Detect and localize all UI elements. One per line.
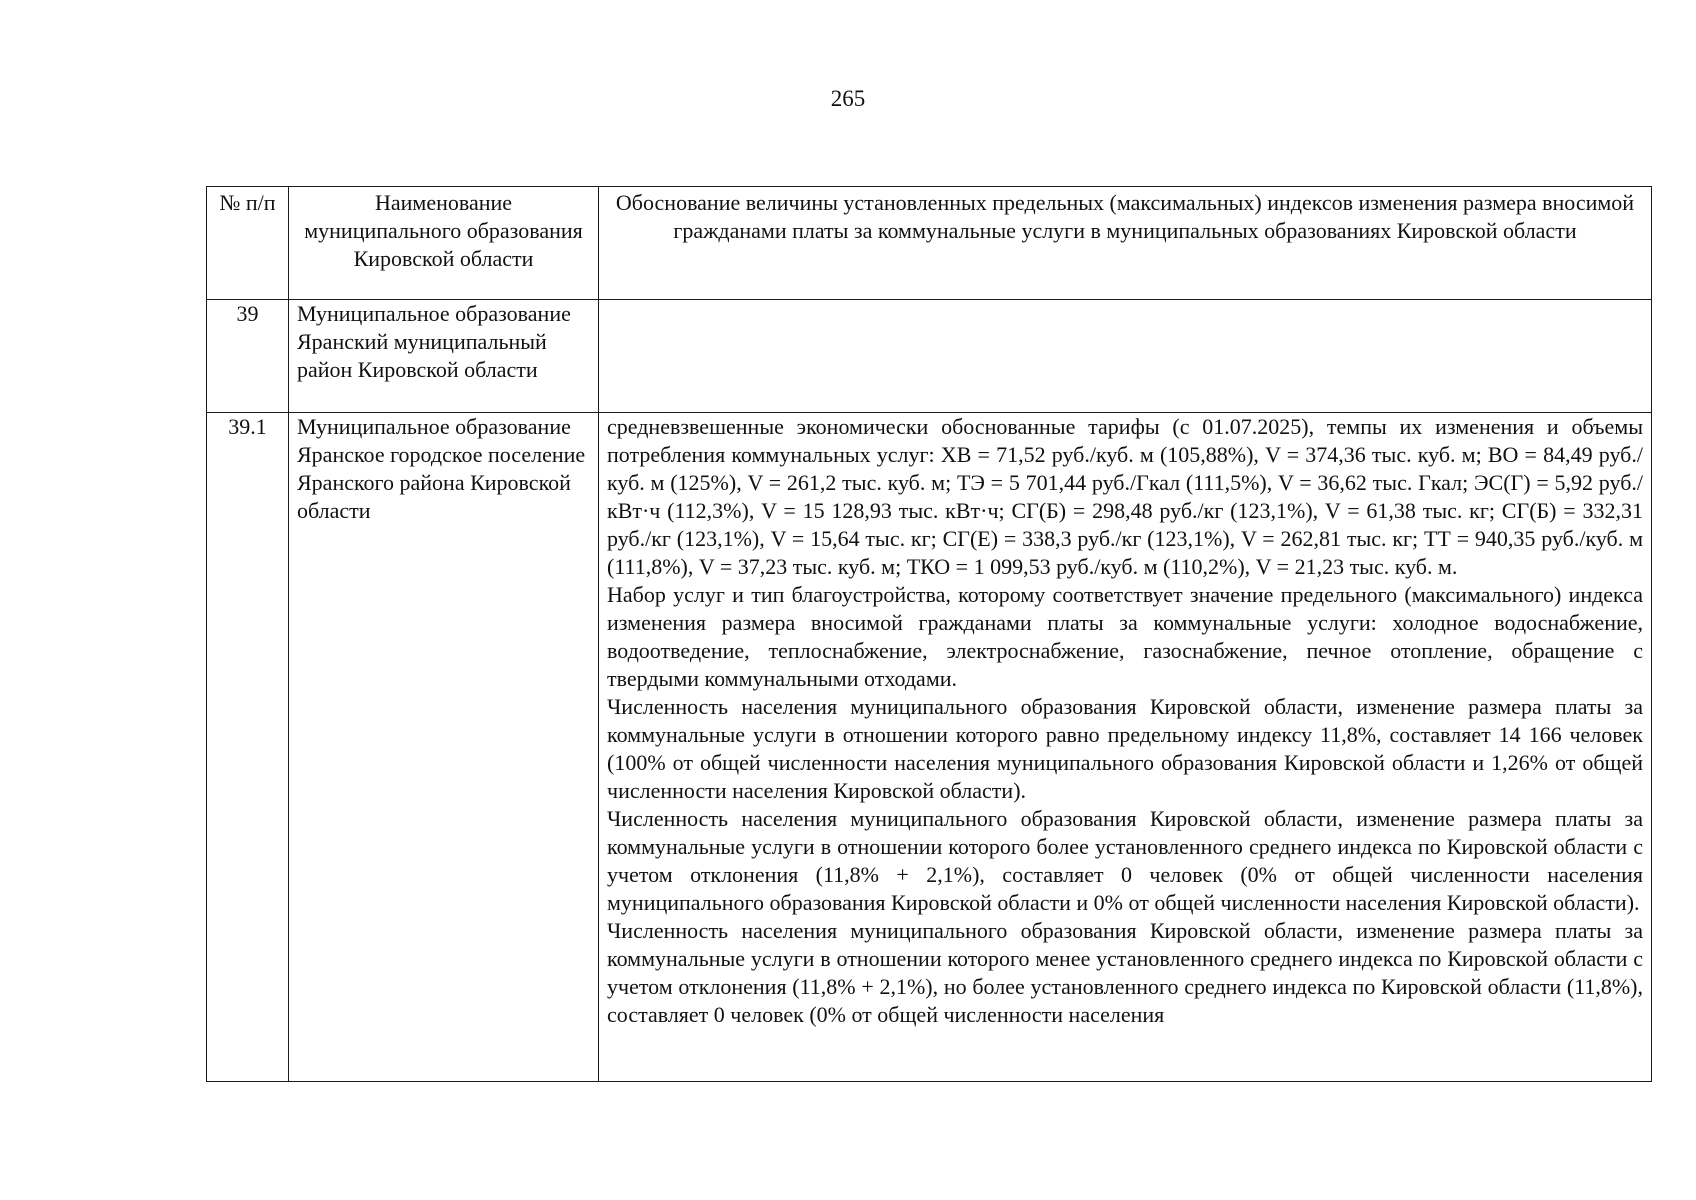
header-name: Наименование муниципального образования Кировской области	[289, 187, 599, 300]
table-clip	[206, 186, 1654, 1086]
desc-paragraph-services: Набор услуг и тип благоустройства, которому соответствует значение предельного (максимального) индекса изменения размера вносимой гражданами платы за коммунальные услуги: холодное водоснабжение, водоотведение, теплоснабжение, электроснабжение, газоснабжение, печное отопление, обращение с твердыми коммунальными отходами.	[607, 582, 1643, 691]
desc-paragraph-population-between: Численность населения муниципального образования Кировской области, изменение размера платы за коммунальные услуги в отношении которого менее установленного среднего индекса по Кировской области с учетом отклонения (11,8% + 2,1%), но более установленного среднего индекса по Кировской области (11,8%), составляет 0 человек (0% от общей численности населения	[607, 918, 1643, 1027]
desc-paragraph-population-above: Численность населения муниципального образования Кировской области, изменение размера платы за коммунальные услуги в отношении которого более установленного среднего индекса по Кировской области с учетом отклонения (11,8% + 2,1%), составляет 0 человек (0% от общей численности населения муниципального образования Кировской области и 0% от общей численности населения Кировской области).	[607, 806, 1643, 915]
desc-paragraph-tariffs: средневзвешенные экономически обоснованные тарифы (с 01.07.2025), темпы их изменения и объемы потребления коммунальных услуг: ХВ = 71,52 руб./куб. м (105,88%), V = 374,36 тыс. куб. м; ВО = 84,49 руб./куб. м (125%), V = 261,2 тыс. куб. м; ТЭ = 5 701,44 руб./Гкал (111,5%), V = 36,62 тыс. Гкал; ЭС(Г) = 5,92 руб./кВт·ч (112,3%), V = 15 128,93 тыс. кВт·ч; СГ(Б) = 298,48 руб./кг (123,1%), V = 61,38 тыс. кг; СГ(Б) = 332,31 руб./кг (123,1%), V = 15,64 тыс. кг; СГ(Е) = 338,3 руб./кг (123,1%), V = 262,81 тыс. кг; ТТ = 940,35 руб./куб. м (111,8%), V = 37,23 тыс. куб. м; ТКО = 1 099,53 руб./куб. м (110,2%), V = 21,23 тыс. куб. м.	[607, 414, 1643, 579]
row-desc	[599, 300, 1652, 413]
row-name: Муниципальное образование Яранский муниципальный район Кировской области	[289, 300, 599, 413]
tariff-table	[206, 186, 1652, 1082]
table-row	[207, 413, 1652, 1082]
header-desc: Обоснование величины установленных предельных (максимальных) индексов изменения размера вносимой гражданами платы за коммунальные услуги в муниципальных образованиях Кировской области	[599, 187, 1652, 300]
row-num: 39	[207, 300, 289, 413]
desc-paragraph-population-equal: Численность населения муниципального образования Кировской области, изменение размера платы за коммунальные услуги в отношении которого равно предельному индексу 11,8%, составляет 14 166 человек (100% от общей численности населения муниципального образования Кировской области и 1,26% от общей численности населения Кировской области).	[607, 694, 1643, 803]
table-row	[207, 300, 1652, 413]
table-header-row	[207, 187, 1652, 300]
row-name: Муниципальное образование Яранское городское поселение Яранского района Кировской области	[289, 413, 599, 1082]
header-num: № п/п	[207, 187, 289, 300]
row-num: 39.1	[207, 413, 289, 1082]
page-number: 265	[830, 86, 866, 111]
row-desc	[599, 413, 1652, 1082]
